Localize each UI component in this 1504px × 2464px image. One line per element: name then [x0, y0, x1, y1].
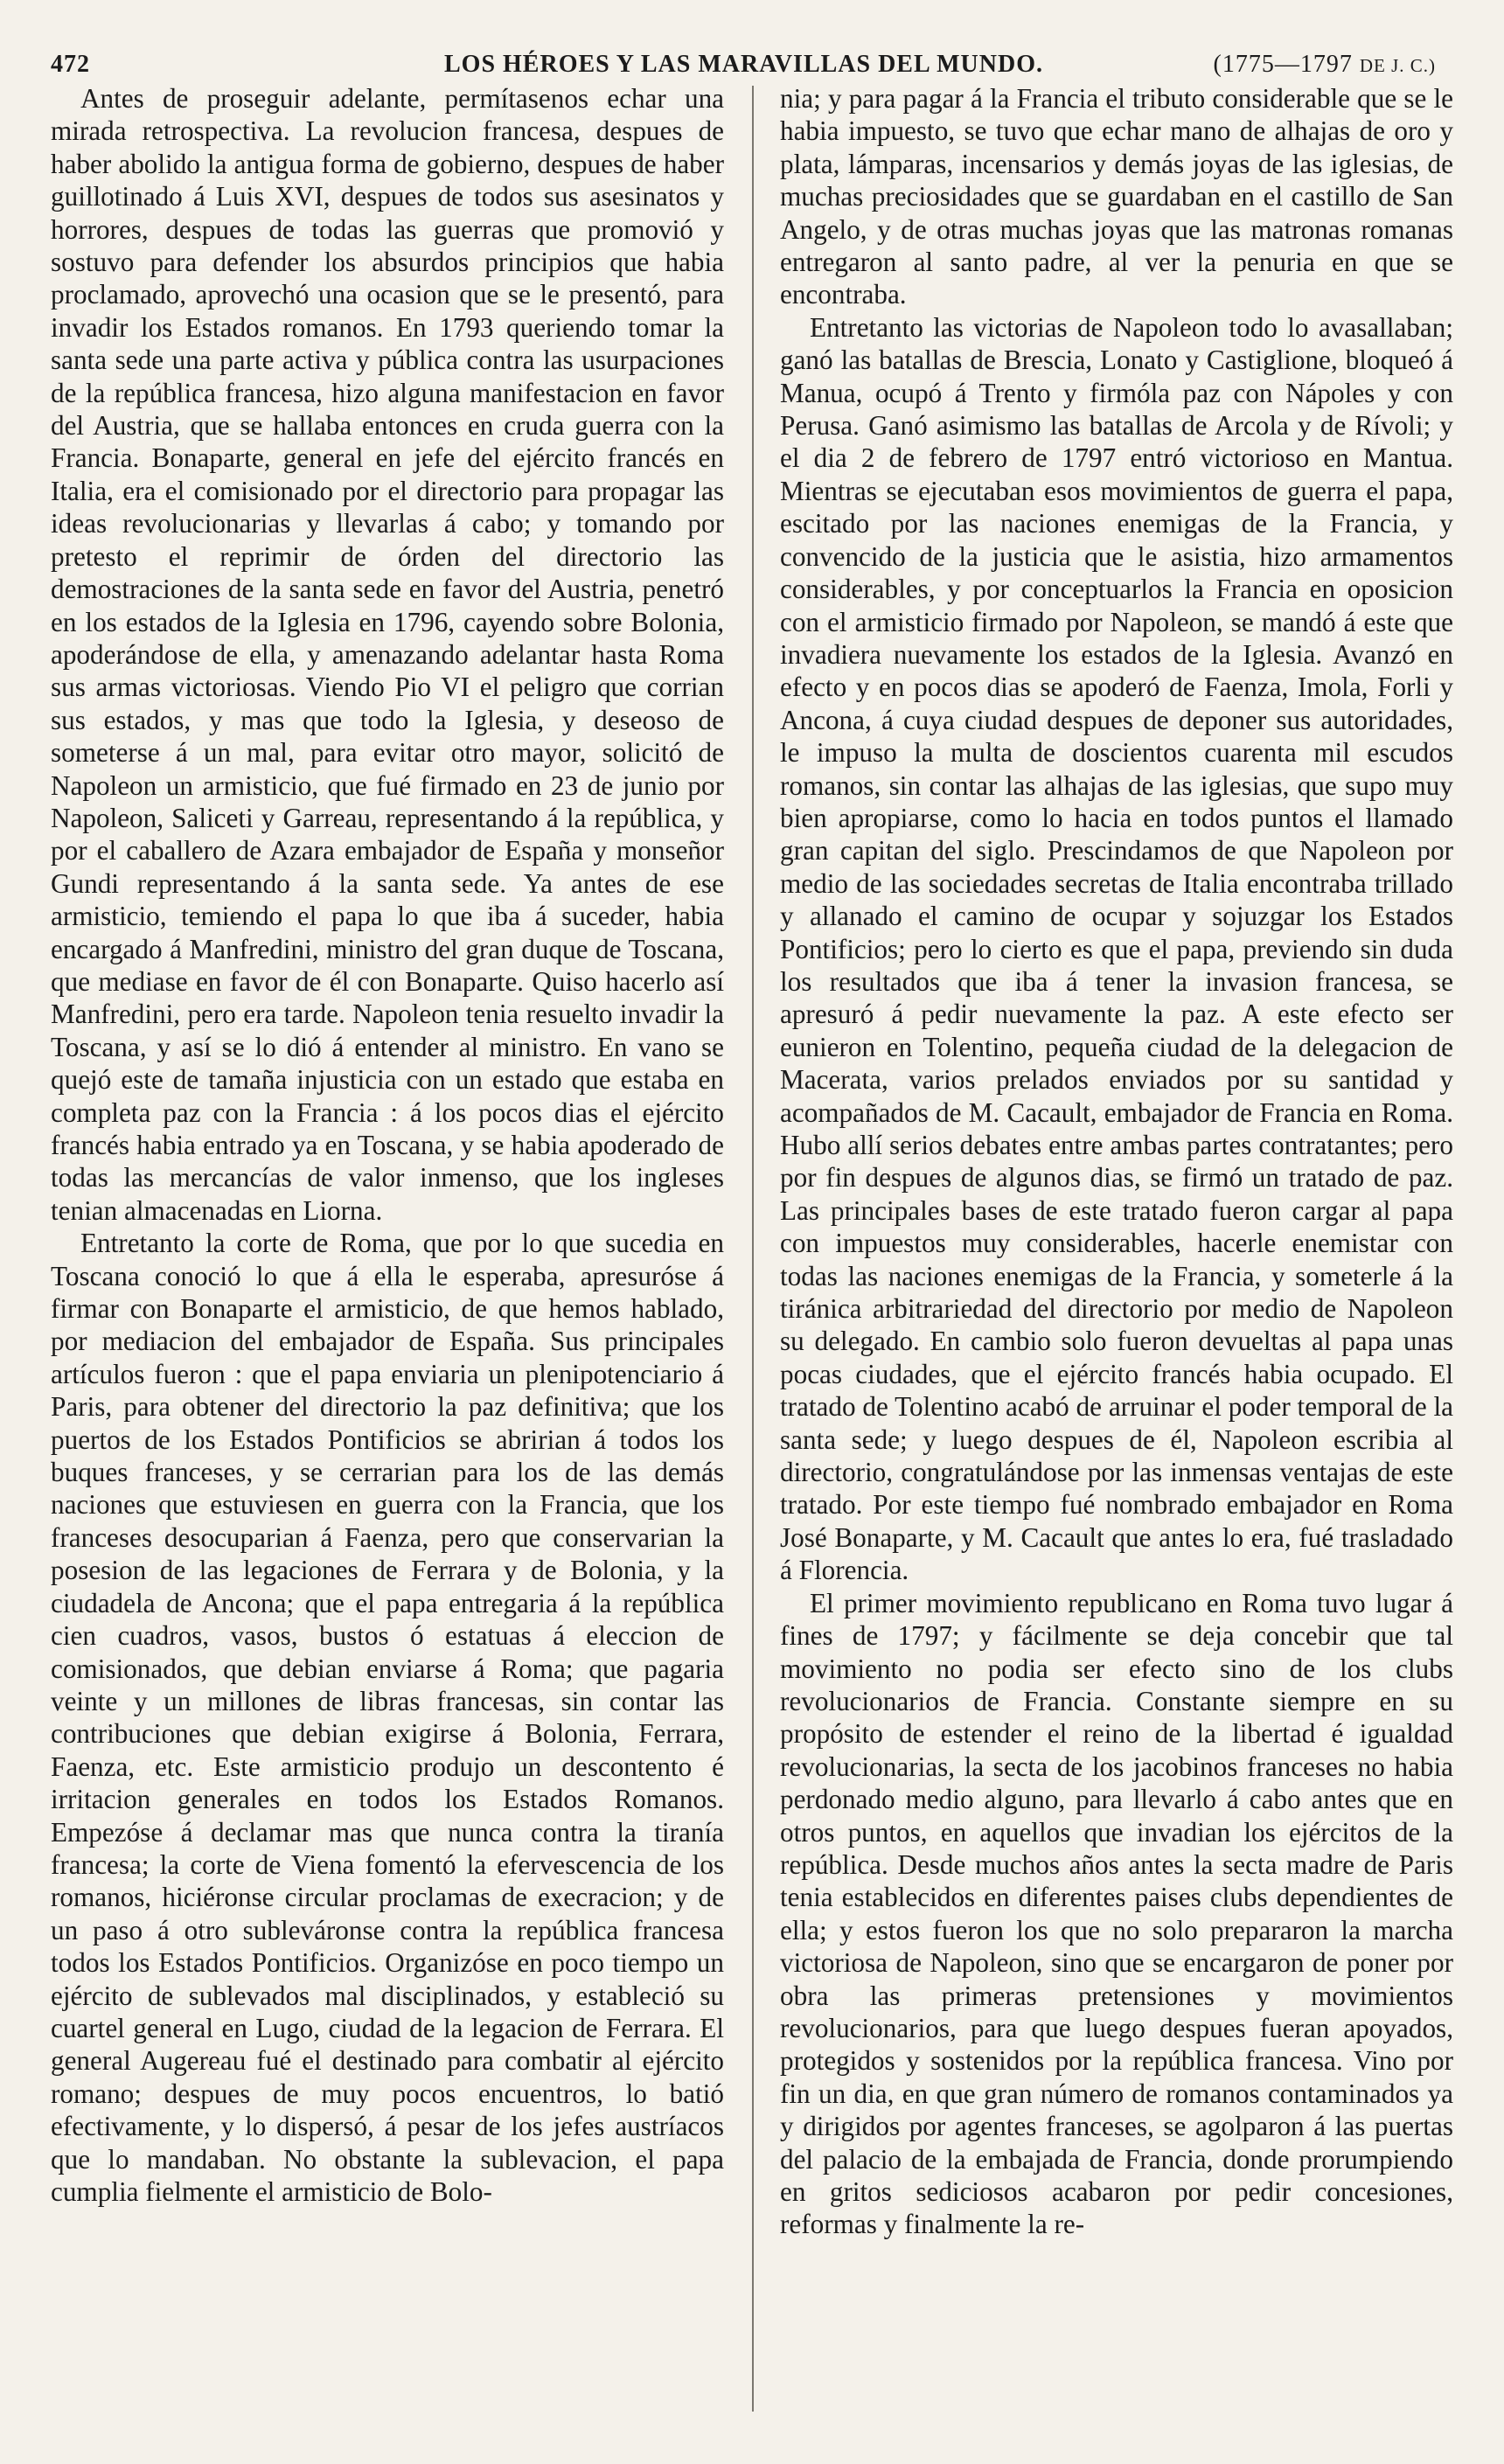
running-head — [51, 33, 1453, 82]
date-range-years: (1775—1797 — [1213, 51, 1353, 78]
paragraph: Antes de proseguir adelante, permítasenos echar una mirada retrospectiva. La revolucion francesa, despues de haber abolido la antigua forma de gobierno, despues de haber guillotinado á Luis XVI, despues de todos sus asesinatos y horrores, despues de todas las guerras que promovió y sostuvo para defender los absurdos principios que habia proclamado, aprovechó una ocasion que se le presentó, para invadir los Estados romanos. En 1793 queriendo tomar la santa sede una parte activa y pública contra las usurpaciones de la república francesa, hizo alguna manifestacion en favor del Austria, que se hallaba entonces en cruda guerra con la Francia. Bonaparte, general en jefe del ejército francés en Italia, era el comisionado por el directorio para propagar las ideas revolucionarias y llevarlas á cabo; y tomando por pretesto el reprimir de órden del directorio las demostraciones de la santa sede en favor del Austria, penetró en los estados de la Iglesia en 1796, cayendo sobre Bolonia, apoderándose de ella, y amenazando adelantar hasta Roma sus armas victoriosas. Viendo Pio VI el peligro que corrian sus estados, y mas que todo la Iglesia, y deseoso de someterse á un mal, para evitar otro mayor, solicitó de Napoleon un armisticio, que fué firmado en 23 de junio por Napoleon, Saliceti y Garreau, representando á la república, y por el caballero de Azara embajador de España y monseñor Gundi representando á la santa sede. Ya antes de ese armisticio, temiendo el papa lo que iba á suceder, habia encargado á Manfredini, ministro del gran duque de Toscana, que mediase en favor de él con Bonaparte. Quiso hacerlo así Manfredini, pero era tarde. Napoleon tenia resuelto invadir la Toscana, y así se lo dió á entender al ministro. En vano se quejó este de tamaña injusticia con un estado que estaba en completa paz con la Francia : á los pocos dias el ejército francés habia entrado ya en Toscana, y se habia apoderado de todas las mercancías de valor inmenso, que los ingleses tenian almacenadas en Liorna. — [51, 83, 724, 1226]
right-column — [780, 82, 1453, 2434]
date-range — [1214, 51, 1437, 79]
paragraph: nia; y para pagar á la Francia el tributo considerable que se le habia impuesto, se tuvo que echar mano de alhajas de oro y plata, lámparas, incensarios y demás joyas de las iglesias, de muchas preciosidades que se guardaban en el castillo de San Angelo, y de otras muchas joyas que las matronas romanas entregaron al santo padre, al ver la penuria en que se encontraba. — [780, 83, 1453, 310]
paragraph: Entretanto las victorias de Napoleon todo lo avasallaban; ganó las batallas de Brescia, Lonato y Castiglione, bloqueó á Manua, ocupó á Trento y firmóla paz con Nápoles y con Perusa. Ganó asimismo las batallas de Arcola y de Rívoli; y el dia 2 de febrero de 1797 entró victorioso en Mantua. Mientras se ejecutaban esos movimientos de guerra el papa, escitado por las naciones enemigas de la Francia, y convencido de la justicia que le asistia, hizo armamentos considerables, y por conceptuarlos la Francia en oposicion con el armisticio firmado por Napoleon, se mandó á este que invadiera nuevamente los estados de la Iglesia. Avanzó en efecto y en pocos dias se apoderó de Faenza, Imola, Forli y Ancona, á cuya ciudad despues de deponer sus autoridades, le impuso la multa de doscientos cuarenta mil escudos romanos, sin contar las alhajas de las iglesias, que supo muy bien apropiarse, como lo hacia en todos puntos el llamado gran capitan del siglo. Prescindamos de que Napoleon por medio de las sociedades secretas de Italia encontraba trillado y allanado el camino de ocupar y sojuzgar los Estados Pontificios; pero lo cierto es que el papa, previendo sin duda los resultados que iba á tener la invasion francesa, se apresuró á pedir nuevamente la paz. A este efecto ser eunieron en Tolentino, pequeña ciudad de la delegacion de Macerata, varios prelados enviados por su santidad y acompañados de M. Cacault, embajador de Francia en Roma. Hubo allí serios debates entre ambas partes contratantes; pero por fin despues de algunos dias, se firmó un tratado de paz. Las principales bases de este tratado fueron cargar al papa con impuestos muy considerables, hacerle enemistar con todas las naciones enemigas de la Francia, y someterle á la tiránica arbitrariedad del directorio por medio de Napoleon su delegado. En cambio solo fueron devueltas al papa unas pocas ciudades, que el ejército francés habia ocupado. El tratado de Tolentino acabó de arruinar el poder temporal de la santa sede; y luego despues de él, Napoleon escribia al directorio, congratulándose por las inmensas ventajas de este tratado. Por este tiempo fué nombrado embajador en Roma José Bonaparte, y M. Cacault que antes lo era, fué trasladado á Florencia. — [780, 311, 1453, 1586]
paragraph: El primer movimiento republicano en Roma tuvo lugar á fines de 1797; y fácilmente se deja concebir que tal movimiento no podia ser efecto sino de los clubs revolucionarios de Francia. Constante siempre en su propósito de estender el reino de la libertad é igualdad revolucionarias, la secta de los jacobinos franceses no habia perdonado medio alguno, para llevarlo á cabo antes que en otros puntos, en aquellos que invadian los ejércitos de la república. Desde muchos años antes la secta madre de Paris tenia establecidos en diferentes paises clubs dependientes de ella; y estos fueron los que no solo prepararon la marcha victoriosa de Napoleon, sino que se encargaron de poner por obra las primeras pretensiones y movimientos revolucionarios, para que luego despues fueran apoyados, protegidos y sostenidos por la república francesa. Vino por fin un dia, en que gran número de romanos contaminados ya y dirigidos por agentes franceses, se agolparon á las puertas del palacio de la embajada de Francia, donde prorumpiendo en gritos sediciosos acabaron por pedir concesiones, reformas y finalmente la re- — [780, 1587, 1453, 2240]
date-range-suffix: DE J. C.) — [1359, 55, 1436, 76]
page-number: 472 — [51, 51, 90, 78]
left-column — [51, 82, 724, 2434]
running-title: LOS HÉROES Y LAS MARAVILLAS DEL MUNDO. — [444, 51, 1043, 78]
column-divider — [752, 86, 754, 2412]
text-columns — [51, 82, 1453, 2434]
paragraph: Entretanto la corte de Roma, que por lo que sucedia en Toscana conoció lo que á ella le esperaba, apresuróse á firmar con Bonaparte el armisticio, de que hemos hablado, por mediacion del embajador de España. Sus principales artículos fueron : que el papa enviaria un plenipotenciario á Paris, para obtener del directorio la paz definitiva; que los puertos de los Estados Pontificios se abririan á todos los buques franceses, y se cerrarian para los de las demás naciones que estuviesen en guerra con la Francia, que los franceses desocuparian á Faenza, pero que conservarian la posesion de las legaciones de Ferrara y de Bolonia, y la ciudadela de Ancona; que el papa entregaria á la república cien cuadros, vasos, bustos ó estatuas á eleccion de comisionados, que debian enviarse á Roma; que pagaria veinte y un millones de libras francesas, sin contar las contribuciones que debian exigirse á Bolonia, Ferrara, Faenza, etc. Este armisticio produjo un descontento é irritacion generales en todos los Estados Romanos. Empezóse á declamar mas que nunca contra la tiranía francesa; la corte de Viena fomentó la efervescencia de los romanos, hiciéronse circular proclamas de execracion; y de un paso á otro subleváronse contra la república francesa todos los Estados Pontificios. Organizóse en poco tiempo un ejército de sublevados mal disciplinados, y estableció su cuartel general en Lugo, ciudad de la legacion de Ferrara. El general Augereau fué el destinado para combatir al ejército romano; despues de muy pocos encuentros, lo batió efectivamente, y lo dispersó, á pesar de los jefes austríacos que lo mandaban. No obstante la sublevacion, el papa cumplia fielmente el armisticio de Bolo- — [51, 1228, 724, 2207]
